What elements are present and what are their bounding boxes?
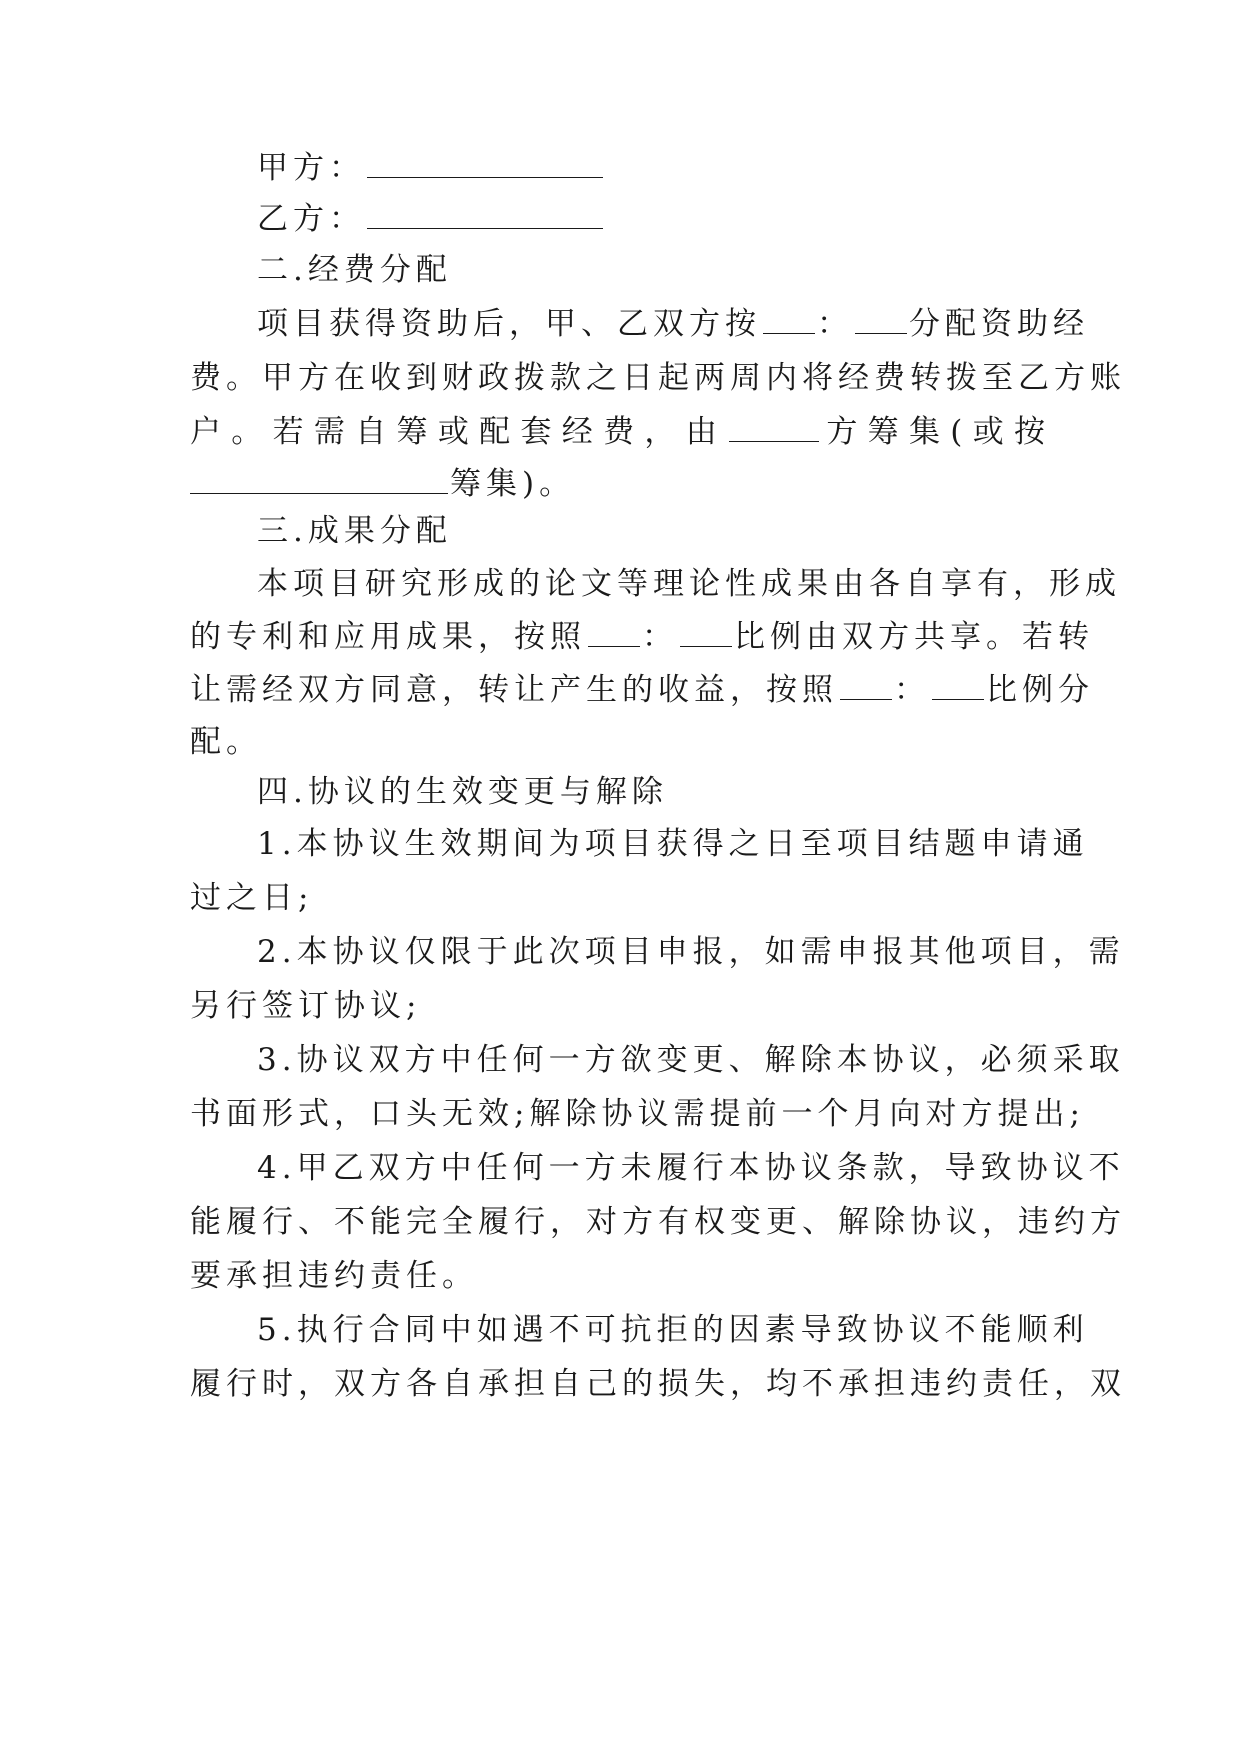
clause-4-line-3: 要承担违约责任。 bbox=[190, 1258, 478, 1294]
section-2-line-2: 费。甲方在收到财政拨款之日起两周内将经费转拨至乙方账 bbox=[190, 360, 1126, 396]
ratio-blank bbox=[680, 620, 732, 647]
party-b-blank bbox=[367, 202, 603, 229]
ratio-blank bbox=[855, 307, 907, 334]
method-blank bbox=[190, 467, 448, 494]
section-2-heading: 二.经费分配 bbox=[257, 252, 452, 288]
section-2-line-1: 项目获得资助后，甲、乙双方按 ： 分配资助经 bbox=[257, 306, 1089, 342]
party-b-label: 乙方： bbox=[257, 201, 365, 237]
clause-2-line-1: 2.本协议仅限于此次项目申报，如需申报其他项目，需 bbox=[257, 934, 1125, 970]
ratio-blank bbox=[932, 673, 984, 700]
ratio-blank bbox=[588, 620, 640, 647]
party-blank bbox=[729, 415, 819, 442]
ratio-blank bbox=[840, 673, 892, 700]
party-b-line bbox=[257, 197, 1050, 241]
ratio-blank bbox=[763, 307, 815, 334]
clause-1-line-2: 过之日; bbox=[190, 880, 314, 916]
section-3-heading: 三.成果分配 bbox=[257, 513, 452, 549]
clause-3-line-1: 3.协议双方中任何一方欲变更、解除本协议，必须采取 bbox=[257, 1042, 1125, 1078]
clause-3-line-2: 书面形式，口头无效;解除协议需提前一个月向对方提出; bbox=[190, 1096, 1085, 1132]
clause-1-line-1: 1.本协议生效期间为项目获得之日至项目结题申请通 bbox=[257, 826, 1089, 862]
clause-4-line-1: 4.甲乙双方中任何一方未履行本协议条款，导致协议不 bbox=[257, 1150, 1125, 1186]
party-a-blank bbox=[367, 151, 603, 178]
clause-2-line-2: 另行签订协议; bbox=[190, 988, 422, 1024]
party-a-label: 甲方： bbox=[257, 150, 365, 186]
party-a-line bbox=[257, 146, 1050, 190]
clause-5-line-1: 5.执行合同中如遇不可抗拒的因素导致协议不能顺利 bbox=[257, 1312, 1089, 1348]
section-4-heading: 四.协议的生效变更与解除 bbox=[257, 774, 668, 810]
clause-5-line-2: 履行时，双方各自承担自己的损失，均不承担违约责任，双 bbox=[190, 1366, 1126, 1402]
section-3-line-4: 配。 bbox=[190, 724, 262, 760]
section-3-line-1: 本项目研究形成的论文等理论性成果由各自享有，形成 bbox=[257, 566, 1121, 602]
section-3-line-2: 的专利和应用成果，按照 ： 比例由双方共享。若转 bbox=[190, 619, 1094, 655]
clause-4-line-2: 能履行、不能完全履行，对方有权变更、解除协议，违约方 bbox=[190, 1204, 1126, 1240]
section-3-line-3: 让需经双方同意，转让产生的收益，按照 ： 比例分 bbox=[190, 672, 1094, 708]
section-2-line-4: 筹集)。 bbox=[190, 462, 1050, 506]
section-2-line-3: 户。若需自筹或配套经费，由 方筹集(或按 bbox=[190, 414, 1051, 450]
